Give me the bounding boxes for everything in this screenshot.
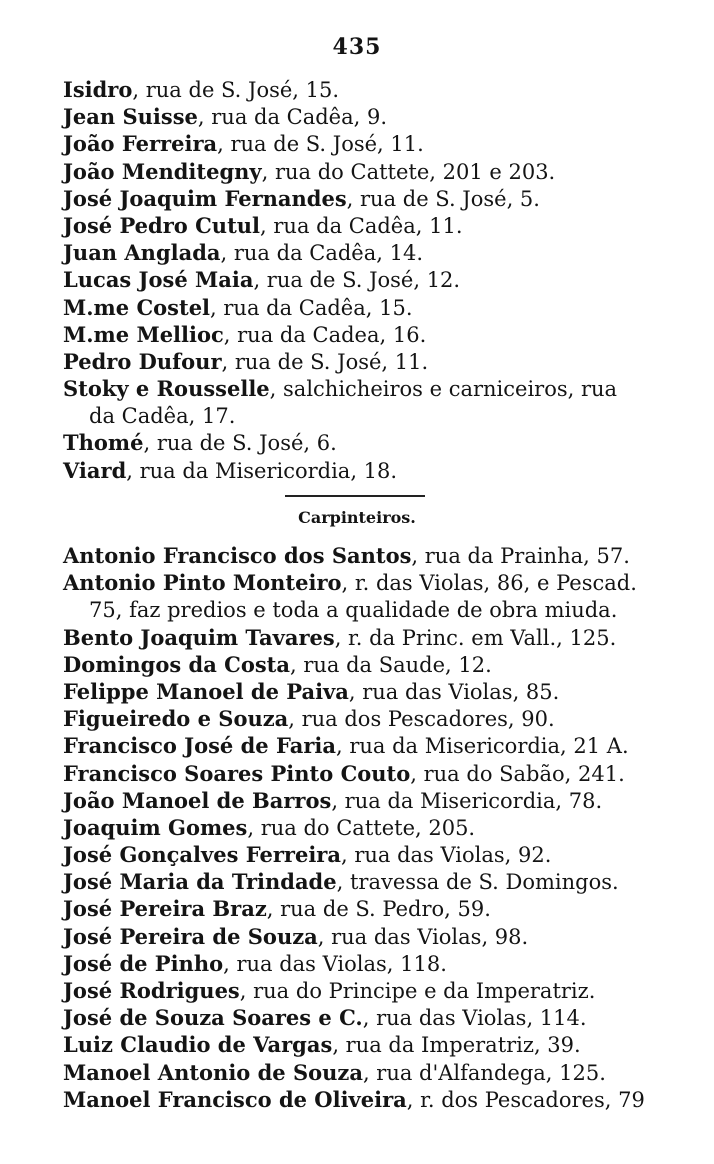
directory-entry: José Rodrigues, rua do Principe e da Imperatriz. [63, 978, 596, 1003]
directory-entry: Viard, rua da Misericordia, 18. [63, 457, 398, 483]
directory-entry: Joaquim Gomes, rua do Cattete, 205. [63, 814, 476, 840]
directory-entry: Manoel Antonio de Souza, rua d'Alfandega, 125. [63, 1059, 606, 1085]
directory-entry: Lucas José Maia, rua de S. José, 12. [63, 267, 461, 293]
directory-entry: Manoel Francisco de Oliveira, r. dos Pescadores, 79 [63, 1086, 645, 1112]
directory-entry: José Maria da Trindade, travessa de S. Domingos. [63, 869, 619, 895]
directory-entry: Stoky e Rousselle, salchicheiros e carniceiros, rua [63, 376, 618, 402]
directory-entry: Pedro Dufour, rua de S. José, 11. [63, 348, 429, 374]
directory-entry: Isidro, rua de S. José, 15. [63, 77, 340, 102]
page-number: 435 [332, 34, 382, 60]
directory-entry: Figueiredo e Souza, rua dos Pescadores, 90. [63, 706, 555, 732]
directory-entry: José Pedro Cutul, rua da Cadêa, 11. [63, 212, 463, 238]
directory-entry: José de Pinho, rua das Violas, 118. [63, 950, 447, 976]
directory-entry-continuation: 75, faz predios e toda a qualidade de obra miuda. [89, 598, 618, 623]
directory-entry: José de Souza Soares e C., rua das Violas, 114. [63, 1005, 587, 1031]
directory-entry: José Gonçalves Ferreira, rua das Violas, 92. [63, 842, 552, 868]
directory-entry: Felippe Manoel de Paiva, rua das Violas, 85. [63, 678, 560, 704]
directory-entry: José Pereira de Souza, rua das Violas, 98. [63, 923, 529, 949]
directory-entry: Bento Joaquim Tavares, r. da Princ. em Vall., 125. [63, 624, 617, 650]
directory-entry: Francisco Soares Pinto Couto, rua do Sabão, 241. [63, 760, 625, 786]
directory-entry: Thomé, rua de S. José, 6. [63, 430, 337, 456]
directory-entry: Jean Suisse, rua da Cadêa, 9. [63, 104, 388, 130]
section-heading: Carpinteiros. [298, 508, 416, 527]
directory-entry: Antonio Francisco dos Santos, rua da Prainha, 57. [63, 543, 630, 568]
directory-entry: Antonio Pinto Monteiro, r. das Violas, 86, e Pescad. [63, 570, 637, 596]
directory-entry: José Pereira Braz, rua de S. Pedro, 59. [63, 896, 491, 922]
directory-list-carpinteiros [63, 542, 663, 1113]
directory-entry: Juan Anglada, rua da Cadêa, 14. [63, 240, 423, 266]
directory-entry-continuation: da Cadêa, 17. [89, 404, 236, 429]
directory-entry: João Menditegny, rua do Cattete, 201 e 203. [63, 158, 556, 184]
section-divider [285, 495, 425, 497]
directory-list-top [63, 76, 663, 484]
directory-entry: Luiz Claudio de Vargas, rua da Imperatriz, 39. [63, 1032, 581, 1058]
directory-entry: João Ferreira, rua de S. José, 11. [63, 131, 424, 157]
directory-entry: M.me Mellioc, rua da Cadea, 16. [63, 321, 427, 347]
directory-entry: João Manoel de Barros, rua da Misericordia, 78. [63, 787, 603, 813]
directory-entry: M.me Costel, rua da Cadêa, 15. [63, 294, 413, 320]
directory-entry: Francisco José de Faria, rua da Misericordia, 21 A. [63, 733, 629, 759]
directory-entry: José Joaquim Fernandes, rua de S. José, 5. [63, 185, 540, 211]
directory-entry: Domingos da Costa, rua da Saude, 12. [63, 651, 492, 677]
